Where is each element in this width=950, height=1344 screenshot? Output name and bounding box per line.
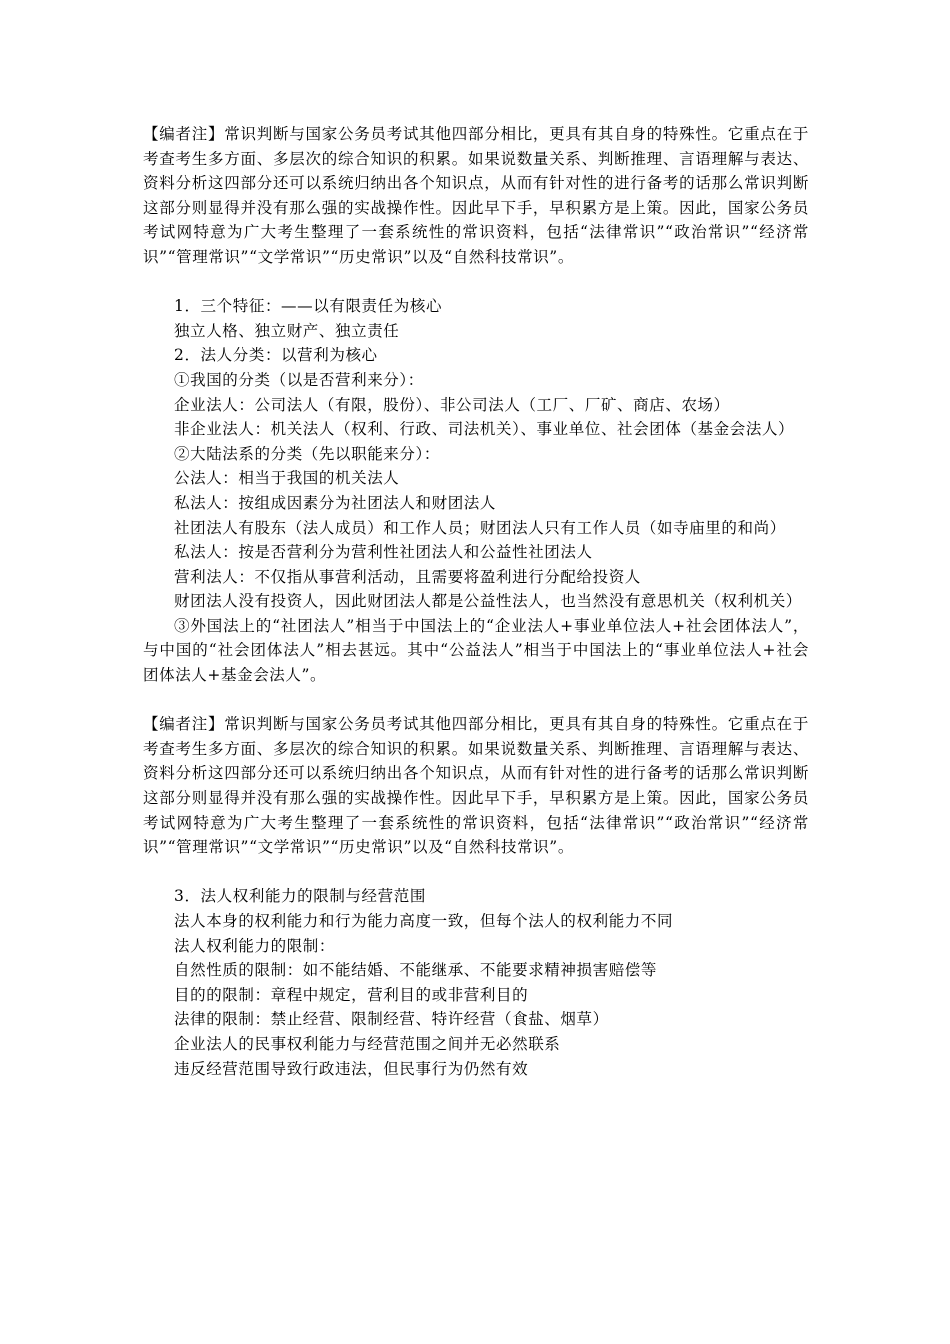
body-line: 社团法人有股东（法人成员）和工作人员；财团法人只有工作人员（如寺庙里的和尚） [174, 518, 786, 537]
body-line: 法人本身的权利能力和行为能力高度一致，但每个法人的权利能力不同 [174, 912, 674, 930]
body-line: 企业法人：公司法人（有限，股份）、非公司法人（工厂、厂矿、商店、农场） [174, 395, 730, 414]
paragraph-gap [143, 688, 809, 713]
body-line: ②大陆法系的分类（先以职能来分）： [174, 444, 440, 463]
body-line: 独立人格、独立财产、独立责任 [174, 321, 400, 340]
document-page [143, 122, 809, 1081]
section-heading: 3．法人权利能力的限制与经营范围 [174, 887, 426, 906]
editor-note-paragraph: 【编者注】常识判断与国家公务员考试其他四部分相比，更具有其自身的特殊性。它重点在于考查考生多方面、多层次的综合知识的积累。如果说数量关系、判断推理、言语理解与表达、资料分析这四部分还可以系统归纳出各个知识点，从而有针对性的进行备考的话那么常识判断这部分则显得并没有那么强的实战操作性。因此早下手，早积累方是上策。因此，国家公务员考试网特意为广大考生整理了一套系统性的常识资料，包括“法律常识”“政治常识”“经济常识”“管理常识”“文学常识”“历史常识”以及“自然科技常识”。 [143, 715, 809, 857]
body-line: 私法人：按组成因素分为社团法人和财团法人 [174, 493, 497, 512]
body-line: 财团法人没有投资人，因此财团法人都是公益性法人，也当然没有意思机关（权利机关） [174, 592, 802, 611]
paragraph-gap [143, 270, 809, 295]
body-line: ③外国法上的“社团法人”相当于中国法上的“企业法人+事业单位法人+社会团体法人”，与中国的“社会团体法人”相去甚远。其中“公益法人”相当于中国法上的“事业单位法人+社会团体法人+基金会法人”。 [143, 616, 809, 685]
editor-note-paragraph: 【编者注】常识判断与国家公务员考试其他四部分相比，更具有其自身的特殊性。它重点在于考查考生多方面、多层次的综合知识的积累。如果说数量关系、判断推理、言语理解与表达、资料分析这四部分还可以系统归纳出各个知识点，从而有针对性的进行备考的话那么常识判断这部分则显得并没有那么强的实战操作性。因此早下手，早积累方是上策。因此，国家公务员考试网特意为广大考生整理了一套系统性的常识资料，包括“法律常识”“政治常识”“经济常识”“管理常识”“文学常识”“历史常识”以及“自然科技常识”。 [143, 125, 809, 266]
body-line: 违反经营范围导致行政违法，但民事行为仍然有效 [174, 1059, 529, 1078]
body-line: 法律的限制：禁止经营、限制经营、特许经营（食盐、烟草） [174, 1010, 609, 1029]
section-heading: 2．法人分类：以营利为核心 [174, 346, 378, 365]
section-legal-capacity-limits [143, 884, 809, 1081]
paragraph-gap [143, 860, 809, 885]
body-line: 企业法人的民事权利能力与经营范围之间并无必然联系 [174, 1034, 561, 1053]
body-line: 法人权利能力的限制： [174, 936, 336, 955]
body-line: 营利法人：不仅指从事营利活动，且需要将盈利进行分配给投资人 [174, 567, 641, 586]
body-line: 自然性质的限制：如不能结婚、不能继承、不能要求精神损害赔偿等 [174, 961, 658, 980]
section-legal-person-features [143, 294, 809, 688]
body-line: 私法人：按是否营利分为营利性社团法人和公益性社团法人 [174, 543, 593, 562]
section-heading: 1．三个特征：——以有限责任为核心 [174, 297, 443, 316]
body-line: 公法人：相当于我国的机关法人 [174, 469, 400, 488]
body-line: 目的的限制：章程中规定，营利目的或非营利目的 [174, 985, 529, 1004]
body-line: 非企业法人：机关法人（权利、行政、司法机关）、事业单位、社会团体（基金会法人） [174, 420, 795, 439]
body-line: ①我国的分类（以是否营利来分）： [174, 370, 424, 389]
